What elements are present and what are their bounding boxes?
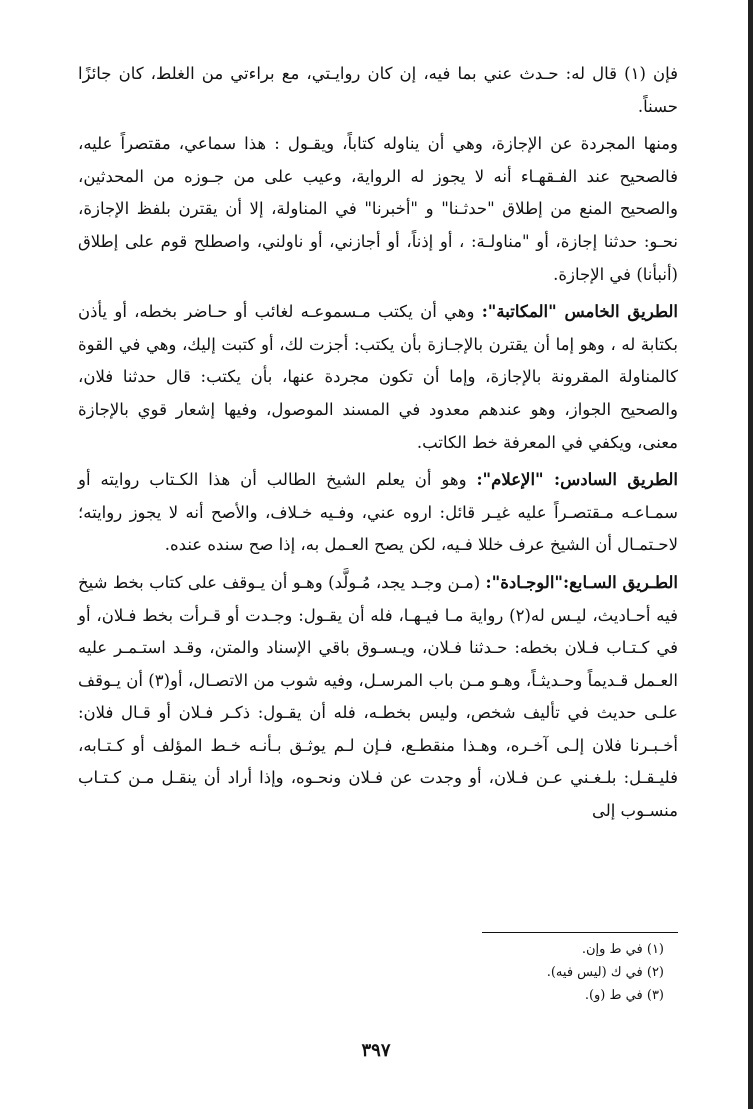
paragraph-3 <box>78 296 678 459</box>
paragraph-2 <box>78 128 678 291</box>
paragraph-5-heading: الطـريق السـابع:"الوجـادة": <box>485 572 678 592</box>
paragraph-4-heading: الطريق السادس: "الإعلام": <box>476 470 678 490</box>
paragraph-1-text: فإن (١) قال له: حـدث عني بما فيه، إن كان روايـتي، مع براءتي من الغلط، كان جائزًا حسناً. <box>78 64 678 116</box>
paragraph-1 <box>78 58 678 123</box>
paragraph-3-text: وهي أن يكتب مـسموعـه لغائب أو حـاضر بخطه، أو يأذن بكتابة له ، وهو إما أن يقترن بالإجـازة بأن يكتب: أجزت لك، أو كتبت إليك، وهي في القوة كالمناولة المقرونة بالإجازة، وإما أن تكون مجردة عنها، بأن يكتب: قال حدثنا فلان، والصحيح الجواز، وهو عندهم معدود في المسند الموصول، وفيها إشعار قوي بالإجازة معنى، ويكفي في المعرفة خط الكاتب. <box>78 302 678 452</box>
paragraph-5 <box>78 567 678 828</box>
footnotes <box>78 938 676 1007</box>
footnote-separator <box>482 932 678 933</box>
paragraph-4 <box>78 464 678 562</box>
page-edge <box>748 0 753 1109</box>
footnote-2: (٢) في ك (ليس فيه). <box>546 965 664 980</box>
page-number: ٣٩٧ <box>361 1040 391 1061</box>
footnote-1: (١) في ط وإن. <box>581 942 664 957</box>
paragraph-5-text: (مـن وجـد يجد، مُـولَّد) وهـو أن يـوقف على كتاب بخط شيخ فيه أحـاديث، ليـس له(٢) رواية مـا فيـهـا، فله أن يقـول: وجـدت أو قـرأت بخط فـلان، أو في كـتـاب فـلان بخطه: حـدثنا فـلان، ويـسـوق باقي الإسناد والمتن، وقـد استـمـر عليه العـمل قـديماً وحـديثـاً، وهـو مـن باب المرسـل، وفيه شوب من الاتصـال، أو(٣) أن يـوقف علـى حديث في تأليف شخص، وليس بخطـه، فله أن يقـول: ذكـر فـلان أو قـال فلان: أخـبـرنا فلان إلـى آخـره، وهـذا منقطـع، فـإن لـم يوثـق بـأنـه خـط المؤلف أو كـتـابه، فليـقـل: بلـغـني عـن فـلان، أو وجدت عن فـلان ونحـوه، وإذا أراد أن ينقـل مـن كـتـاب منسـوب إلى <box>78 572 678 821</box>
paragraph-3-heading: الطريق الخامس "المكاتبة": <box>481 302 678 322</box>
paragraph-4-text: وهو أن يعلم الشيخ الطالب أن هذا الكـتاب روايته أو سمـاعـه مـقتصـراً عليه غيـر قائل: اروه عني، وفـيه خـلاف، والأصح أنه لا يجوز روايته؛ لاحـتمـال أن الشيخ عرف خللا فـيه، لكن يصح العـمل به، إذا صح سنده عنده. <box>78 470 678 555</box>
footnote-3: (٣) في ط (و). <box>584 988 664 1003</box>
page-body <box>78 58 678 828</box>
paragraph-2-text: ومنها المجردة عن الإجازة، وهي أن يناوله كتاباً، ويقـول : هذا سماعي، مقتصراً عليه، فالصحيح عند الفـقهـاء أنه لا يجوز له الرواية، وعيب على من جـوزه من المحدثين، والصحيح المنع من إطلاق "حدثـنا" و "أخبرنا" في المناولة، إلا أن يقترن بلفظ الإجازة، نحـو: حدثنا إجازة، أو "مناولـة: ، أو إذناً، أو أجازني، أو ناولني، واصطلح قوم على إطلاق (أنبأنا) في الإجازة. <box>78 134 678 284</box>
